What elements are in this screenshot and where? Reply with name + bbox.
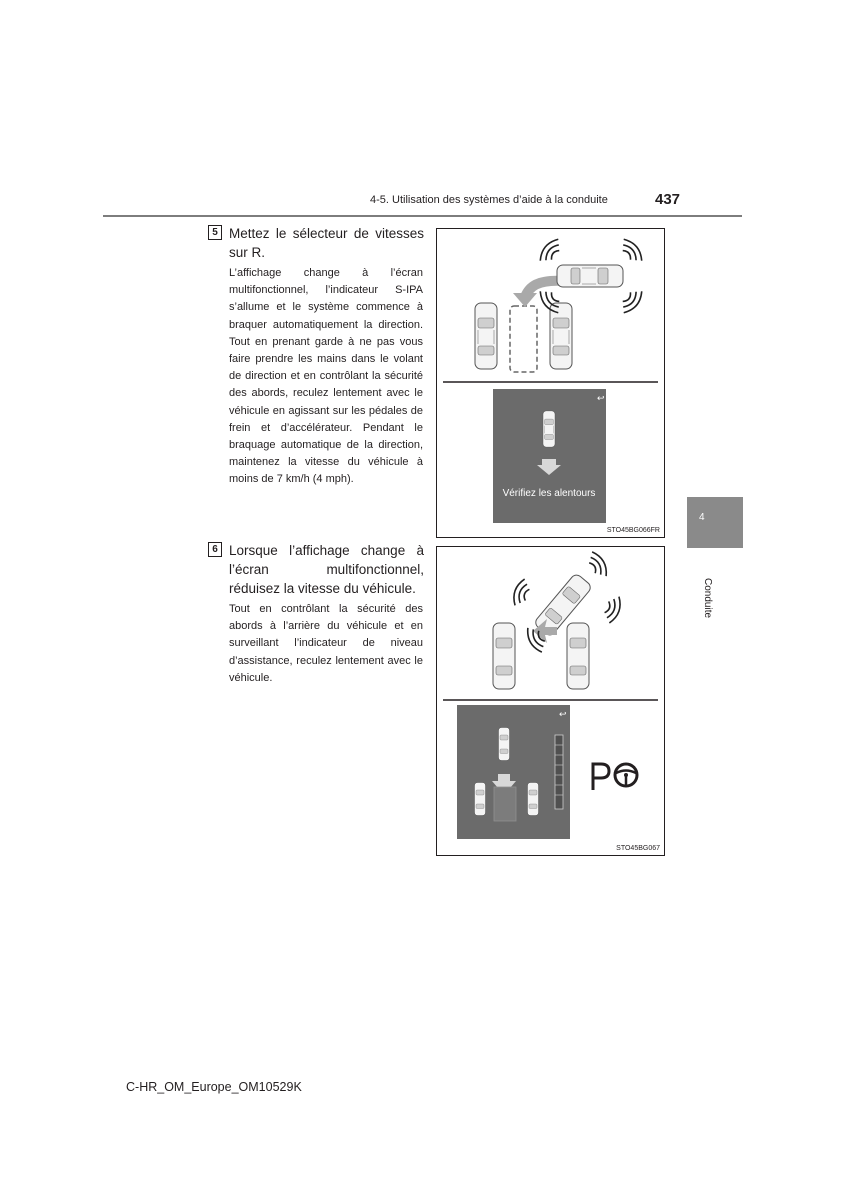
screen-message: Vérifiez les alentours (502, 488, 596, 499)
step-6-number: 6 (208, 542, 222, 557)
assistance-level-indicator (555, 735, 563, 809)
parking-illustration-1 (437, 229, 664, 537)
page-number: 437 (655, 191, 681, 208)
parked-car-right (567, 623, 589, 689)
header-rule (103, 215, 742, 217)
figure-code: STO45BG067 (616, 845, 660, 852)
parked-car-left (493, 623, 515, 689)
chapter-label: Conduite (702, 578, 713, 619)
parking-illustration-2 (437, 547, 664, 855)
return-icon: ↩ (559, 710, 567, 720)
parked-car-right (550, 303, 572, 369)
step-5-number: 5 (208, 225, 222, 240)
step-5-title: Mettez le sélecteur de vitesses sur R. (229, 226, 424, 260)
chapter-tab (687, 497, 743, 548)
section-title: 4-5. Utilisation des systèmes d’aide à la conduite (370, 194, 608, 206)
return-icon: ↩ (597, 394, 605, 404)
screen-car-icon (543, 411, 555, 447)
target-space (510, 306, 537, 372)
multi-display-screen (493, 389, 606, 523)
footer-doc-code: C-HR_OM_Europe_OM10529K (126, 1080, 302, 1094)
s-ipa-indicator-icon (593, 764, 637, 790)
figure-parking-step-6 (436, 546, 665, 856)
figure-parking-step-5 (436, 228, 665, 538)
step-5-body: L’affichage change à l’écran multifonctionnel, l’indicateur S-IPA s’allume et le système commence à braquer automatiquement la direction. Tout en prenant garde à ne pas vous faire prendre les mains dans le volant de direction et en contrôlant la sécurité des abords, reculez lentement avec le véhicule en agissant sur les pédales de frein et d’accélérateur. Pendant le braquage automatique de la direction, maintenez la vitesse du véhicule à moins de 7 km/h (4 mph). (229, 267, 423, 486)
maneuvering-car (557, 265, 623, 287)
step-6-title: Lorsque l’affichage change à l’écran multifonctionnel, réduisez la vitesse du véhicule. (229, 543, 424, 596)
parked-car-left (475, 303, 497, 369)
step-6-body: Tout en contrôlant la sécurité des abords à l’arrière du véhicule et en surveillant l’indicateur de niveau d’assistance, reculez lentement avec le véhicule. (229, 603, 423, 684)
chapter-number: 4 (699, 512, 705, 523)
figure-code: STO45BG066FR (606, 527, 660, 534)
